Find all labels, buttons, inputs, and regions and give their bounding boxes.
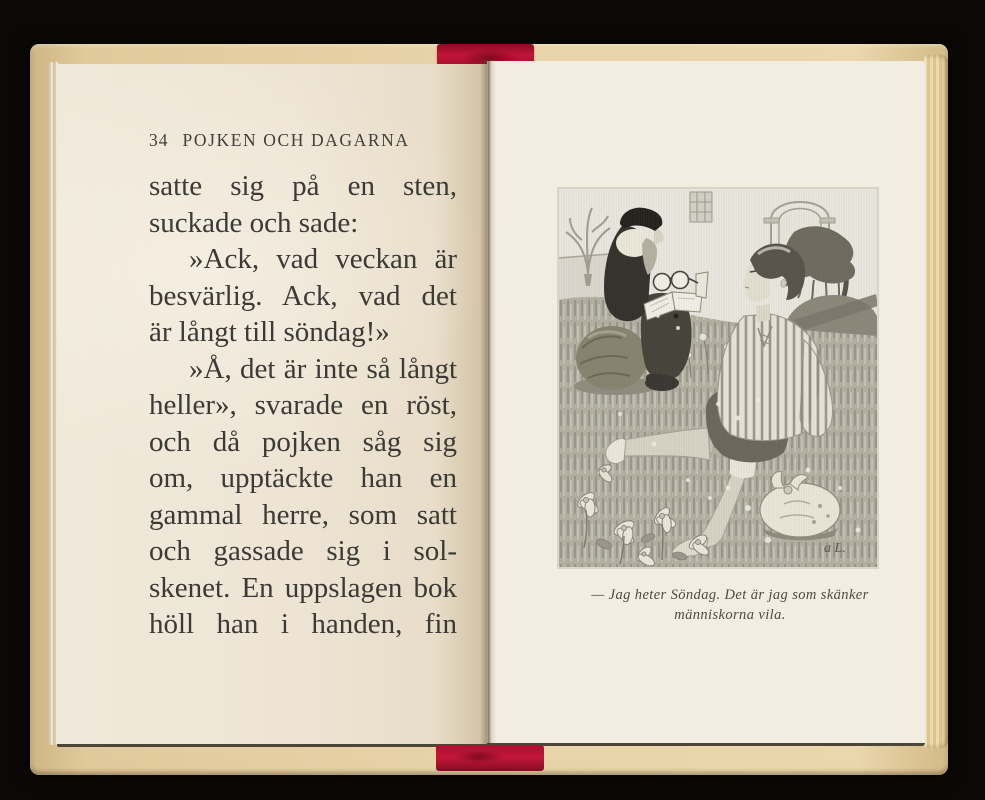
halftone-overlay: [558, 188, 878, 568]
text-line: skenet. En uppslagen bok: [149, 571, 457, 604]
text-line: och då pojken såg sig: [149, 425, 457, 458]
text-line: »Ack, vad veckan är: [189, 243, 457, 275]
illustration: [558, 188, 878, 568]
text-line: är långt till söndag!»: [149, 316, 390, 348]
text-line: besvärlig. Ack, vad det: [149, 279, 457, 312]
bookmark-ribbon-bottom: [436, 745, 544, 771]
left-page-text: [149, 168, 457, 643]
caption-line: människorna vila.: [674, 607, 786, 623]
left-page: [57, 64, 487, 747]
right-page: [487, 61, 925, 746]
page-header: [149, 130, 469, 151]
illustration-caption: [565, 585, 895, 625]
illustrator-signature: a L.: [824, 541, 846, 556]
text-line: gammal herre, som satt: [149, 498, 457, 531]
text-line: suckade och sade:: [149, 206, 359, 239]
text-line: om, upptäckte han en: [149, 462, 457, 494]
page-number: 34: [149, 130, 169, 150]
text-line: och gassade sig i sol-: [149, 535, 457, 567]
text-line: heller», svarade en röst,: [149, 389, 457, 421]
caption-line: — Jag heter Söndag. Det är jag som skänker: [591, 587, 869, 603]
running-title: POJKEN OCH DAGARNA: [182, 130, 410, 150]
text-line: satte sig på en sten,: [149, 170, 457, 202]
fore-edge-right: [924, 55, 948, 748]
text-line: »Å, det är inte så långt: [189, 352, 457, 385]
text-line: höll han i handen, fin: [149, 608, 457, 640]
